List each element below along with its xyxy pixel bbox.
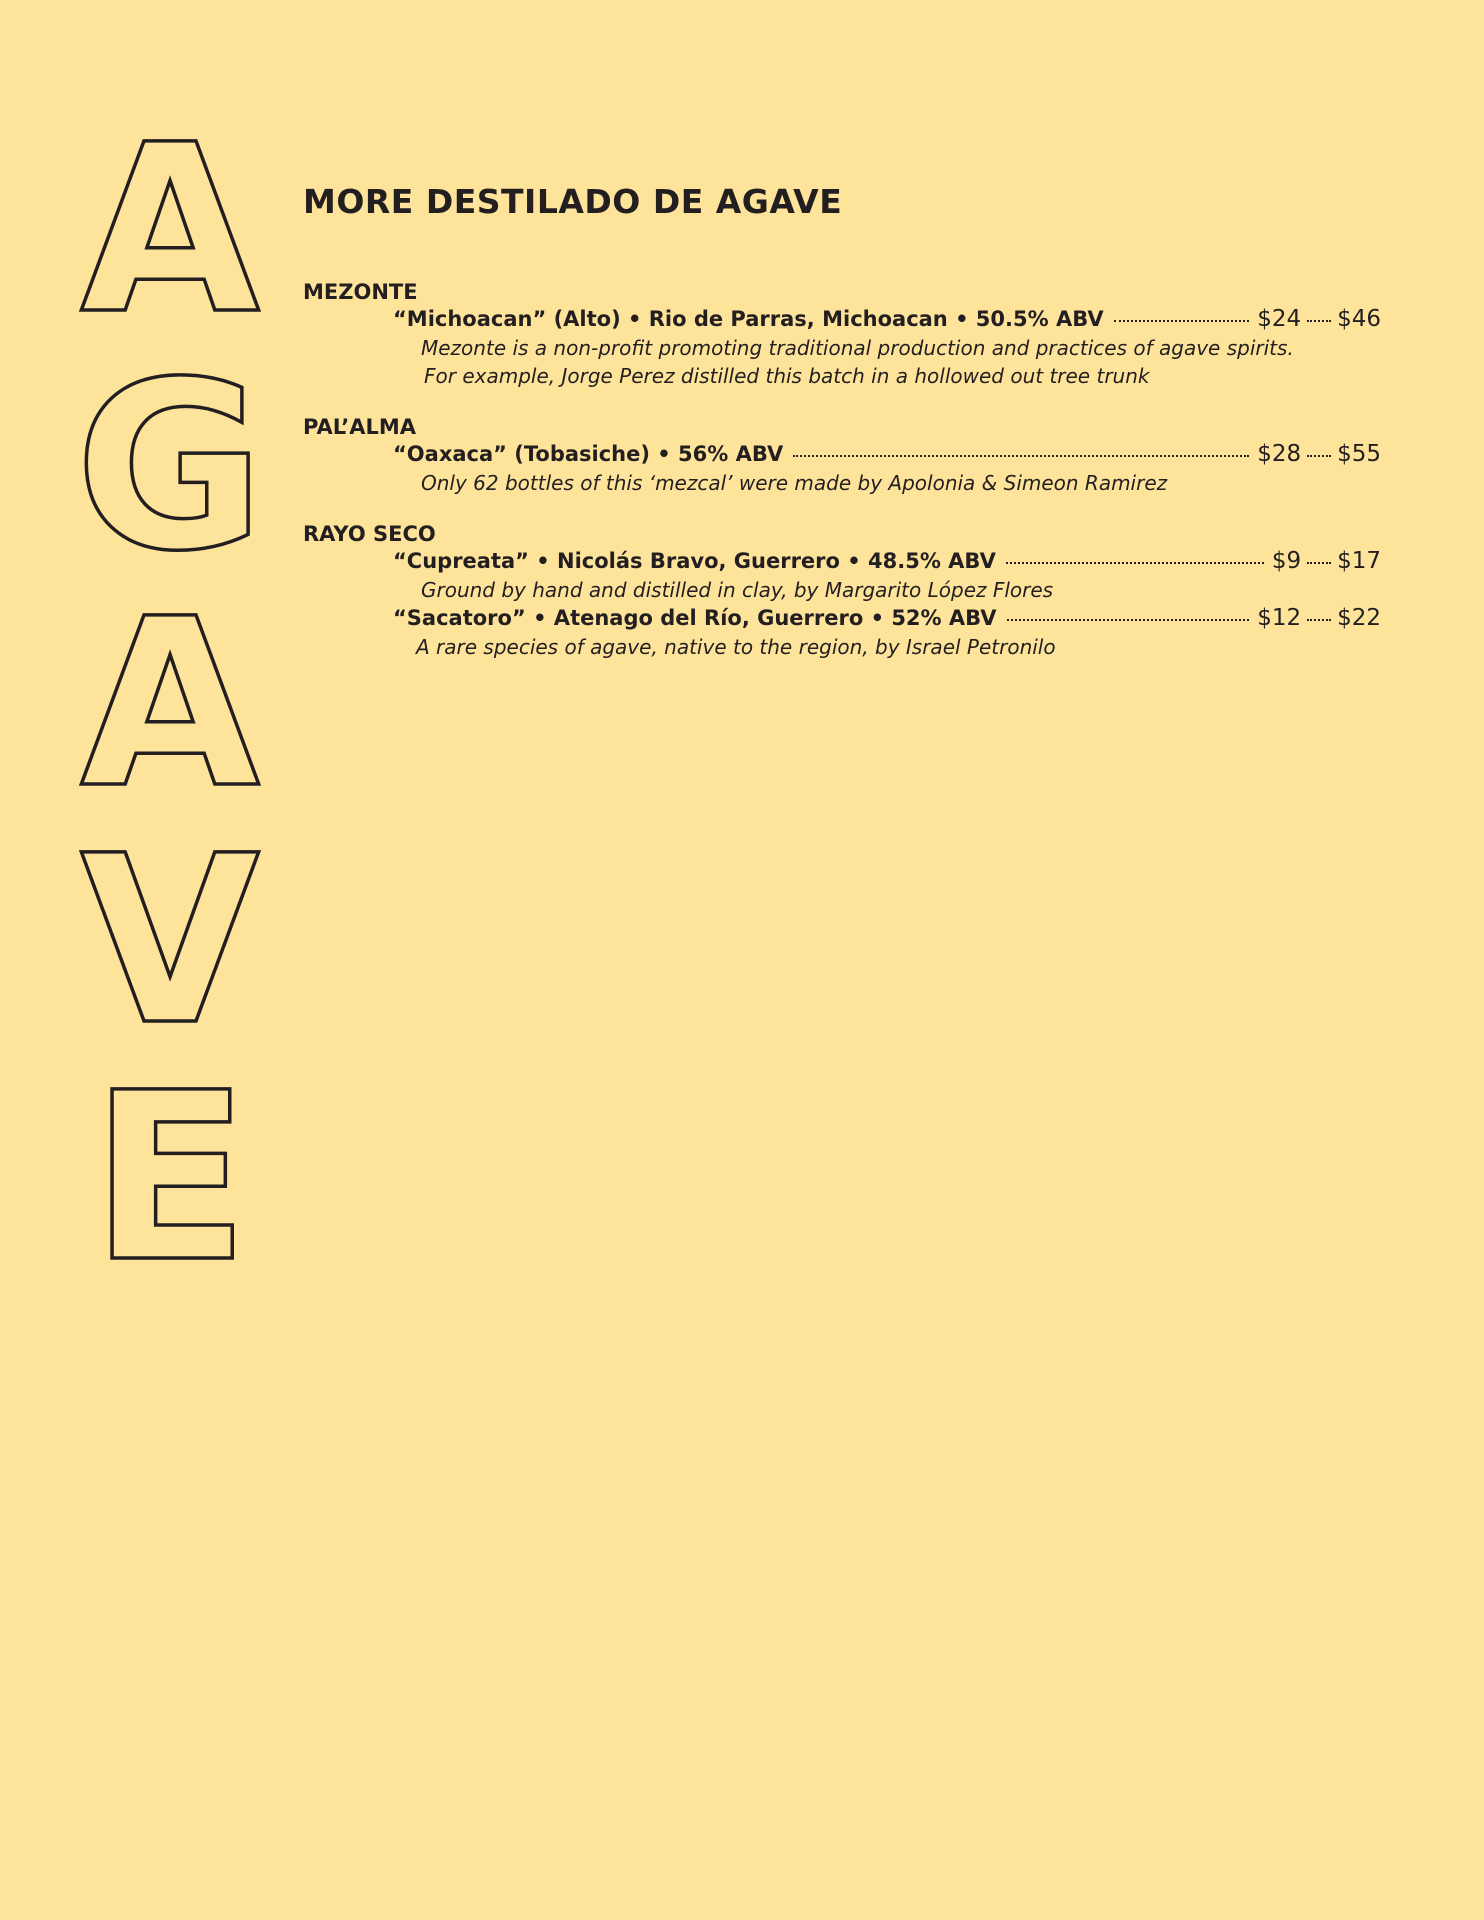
side-letter-g: G	[74, 332, 266, 602]
price-glass: $24	[1257, 306, 1302, 332]
price-bottle: $46	[1337, 306, 1381, 332]
menu-item	[393, 305, 1381, 334]
dot-leader	[1006, 562, 1264, 564]
side-letter	[80, 806, 260, 1076]
menu-item	[393, 440, 1381, 469]
dot-leader	[1114, 320, 1250, 322]
producer-name: RAYO SECO	[303, 522, 436, 546]
side-letter-e: E	[90, 1043, 250, 1313]
side-letter	[90, 1043, 250, 1313]
price-glass: $12	[1257, 605, 1302, 631]
item-note: A rare species of agave, native to the region, by Israel Petronilo	[416, 635, 1056, 659]
dot-leader	[1307, 455, 1331, 457]
item-title: “Cupreata” • Nicolás Bravo, Guerrero • 48.5% ABV	[393, 549, 996, 573]
price-bottle: $22	[1337, 605, 1381, 631]
dot-leader	[1007, 619, 1250, 621]
producer-mezonte	[303, 279, 1381, 390]
item-title: “Sacatoro” • Atenago del Río, Guerrero • 52% ABV	[393, 606, 997, 630]
item-note: For example, Jorge Perez distilled this batch in a hollowed out tree trunk	[424, 364, 1150, 388]
item-title: “Michoacan” (Alto) • Rio de Parras, Michoacan • 50.5% ABV	[393, 307, 1104, 331]
side-letter	[80, 569, 260, 839]
producer-name: MEZONTE	[303, 280, 418, 304]
menu-content	[303, 182, 1381, 685]
menu-item	[393, 547, 1381, 576]
menu-item	[393, 604, 1381, 633]
dot-leader	[1307, 619, 1331, 621]
side-letter	[80, 95, 260, 365]
side-letter	[74, 332, 266, 602]
item-note: Mezonte is a non-profit promoting traditional production and practices of agave spirits.	[421, 336, 1294, 360]
dot-leader	[1307, 562, 1331, 564]
item-title: “Oaxaca” (Tobasiche) • 56% ABV	[393, 442, 784, 466]
item-note: Ground by hand and distilled in clay, by Margarito López Flores	[421, 578, 1054, 602]
price-glass: $9	[1271, 548, 1302, 574]
side-title-agave	[74, 95, 266, 1325]
page-title: MORE DESTILADO DE AGAVE	[303, 182, 843, 221]
side-letter-a: A	[80, 569, 260, 839]
producer-rayo-seco	[303, 521, 1381, 661]
dot-leader	[793, 455, 1249, 457]
price-glass: $28	[1257, 441, 1302, 467]
producer-palalma	[303, 414, 1381, 497]
producer-name: PAL’ALMA	[303, 415, 417, 439]
side-letter-a: A	[80, 95, 260, 365]
price-bottle: $55	[1337, 441, 1381, 467]
price-bottle: $17	[1337, 548, 1381, 574]
side-letter-v: V	[80, 806, 260, 1076]
dot-leader	[1307, 320, 1331, 322]
item-note: Only 62 bottles of this ‘mezcal’ were made by Apolonia & Simeon Ramirez	[421, 471, 1168, 495]
